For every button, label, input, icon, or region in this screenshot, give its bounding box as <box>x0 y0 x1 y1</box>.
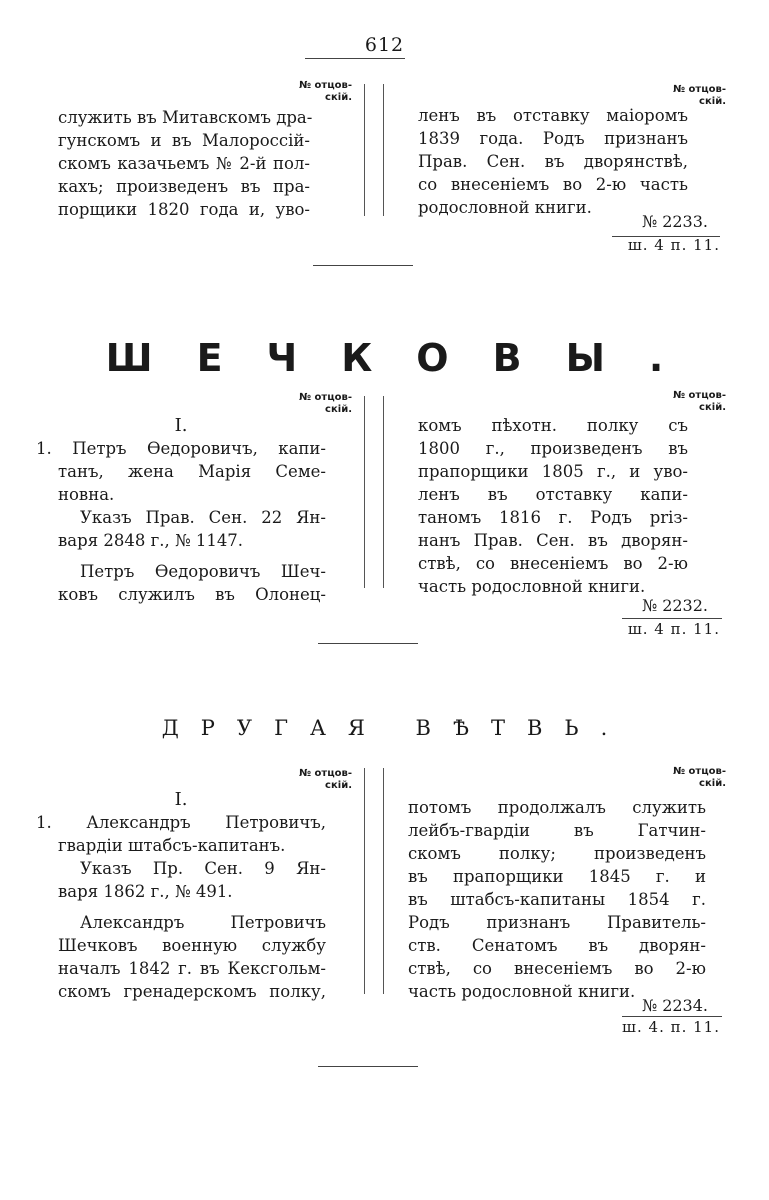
left-column-divider <box>364 768 365 994</box>
record-number-rule <box>622 1016 722 1017</box>
text-line: со внесеніемъ во 2-ю часть <box>418 175 688 194</box>
text-line: Родъ признанъ Правитель- <box>408 913 706 932</box>
text-line: часть родословной книги. <box>418 577 646 596</box>
section3-right-column <box>408 796 706 1003</box>
shelf-reference: ш. 4. п. 11. <box>622 1018 720 1036</box>
text-line: ств. Сенатомъ въ дворян- <box>408 936 706 955</box>
bio-line: началъ 1842 г. въ Кексгольм- <box>58 959 326 978</box>
right-column-divider <box>383 768 384 994</box>
decree-line: варя 2848 г., № 1147. <box>58 531 244 550</box>
text-line: порщики 1820 года и, уво- <box>58 200 310 219</box>
decree-line: варя 1862 г., № 491. <box>58 882 233 901</box>
bio-line: Петръ Ѳедоровичъ Шеч- <box>80 562 326 581</box>
family-heading: ШЕЧКОВЫ. <box>105 336 708 380</box>
text-line: 1800 г., произведенъ въ <box>418 439 688 458</box>
right-otcovsky-marker: № отцов- скій. <box>673 84 726 107</box>
record-number: № 2234. <box>641 996 708 1015</box>
text-line: ствѣ, со внесеніемъ во 2-ю <box>418 554 688 573</box>
text-line: въ прапорщики 1845 г. и <box>408 867 706 886</box>
left-otcovsky-marker: № отцов- скій. <box>299 392 352 415</box>
bio-line: Александръ Петровичъ <box>80 913 326 932</box>
left-otcovsky-marker: № отцов- скій. <box>299 768 352 791</box>
text-line: Прав. Сен. въ дворянствѣ, <box>418 152 688 171</box>
text-line: скомъ казачьемъ № 2-й пол- <box>58 154 310 173</box>
generation-numeral: I. <box>174 789 188 810</box>
left-column-divider <box>364 396 365 588</box>
section2-right-column <box>418 414 688 598</box>
text-line: родословной книги. <box>418 198 592 217</box>
section-separator <box>318 1066 418 1067</box>
text-line: 1839 года. Родъ признанъ <box>418 129 688 148</box>
section3-left-column <box>36 788 326 1003</box>
right-otcovsky-marker: № отцов- скій. <box>673 766 726 789</box>
text-line: нанъ Прав. Сен. въ дворян- <box>418 531 688 550</box>
text-line: лейбъ-гвардіи въ Гатчин- <box>408 821 706 840</box>
text-line: скомъ полку; произведенъ <box>408 844 706 863</box>
generation-numeral: I. <box>174 415 188 436</box>
text-line: гунскомъ и въ Малороссій- <box>58 131 310 150</box>
bio-line: Шечковъ военную службу <box>58 936 326 955</box>
section1-right-column <box>418 104 688 219</box>
text-line: часть родословной книги. <box>408 982 636 1001</box>
text-line: таномъ 1816 г. Родъ priз- <box>418 508 688 527</box>
record-number-rule <box>622 618 722 619</box>
decree-line: Указъ Прав. Сен. 22 Ян- <box>80 508 326 527</box>
section-separator <box>313 265 413 266</box>
person-entry-line: гвардіи штабсъ-капитанъ. <box>58 836 286 855</box>
section2-left-column <box>36 414 326 606</box>
record-number: № 2233. <box>641 212 708 231</box>
text-line: комъ пѣхотн. полку съ <box>418 416 688 435</box>
text-line: въ штабсъ-капитаны 1854 г. <box>408 890 706 909</box>
left-otcovsky-marker: № отцов- скій. <box>299 80 352 103</box>
right-otcovsky-marker: № отцов- скій. <box>673 390 726 413</box>
person-entry-line: 1. Александръ Петровичъ, <box>36 813 326 832</box>
person-entry-line: новна. <box>58 485 115 504</box>
record-number: № 2232. <box>641 596 708 615</box>
left-column-divider <box>364 84 365 216</box>
text-line: служить въ Митавскомъ дра- <box>58 108 313 127</box>
bio-line: ковъ служилъ въ Олонец- <box>58 585 326 604</box>
shelf-reference: ш. 4 п. 11. <box>627 236 720 254</box>
text-line: ленъ въ отставку маіоромъ <box>418 106 688 125</box>
page-number: 612 <box>364 34 405 56</box>
section1-left-column <box>58 106 313 221</box>
person-entry-line: танъ, жена Марія Семе- <box>58 462 326 481</box>
right-column-divider <box>383 84 384 216</box>
person-entry-line: 1. Петръ Ѳедоровичъ, капи- <box>36 439 326 458</box>
shelf-reference: ш. 4 п. 11. <box>627 620 720 638</box>
text-line: прапорщики 1805 г., и уво- <box>418 462 688 481</box>
text-line: кахъ; произведенъ въ пра- <box>58 177 310 196</box>
text-line: потомъ продолжалъ служить <box>408 798 706 817</box>
decree-line: Указъ Пр. Сен. 9 Ян- <box>80 859 326 878</box>
section-separator <box>318 643 418 644</box>
branch-heading: ДРУГАЯ ВѢТВЬ. <box>161 716 630 740</box>
text-line: ленъ въ отставку капи- <box>418 485 688 504</box>
text-line: ствѣ, со внесеніемъ во 2-ю <box>408 959 706 978</box>
bio-line: скомъ гренадерскомъ полку, <box>58 982 326 1001</box>
header-rule <box>305 58 405 59</box>
right-column-divider <box>383 396 384 588</box>
